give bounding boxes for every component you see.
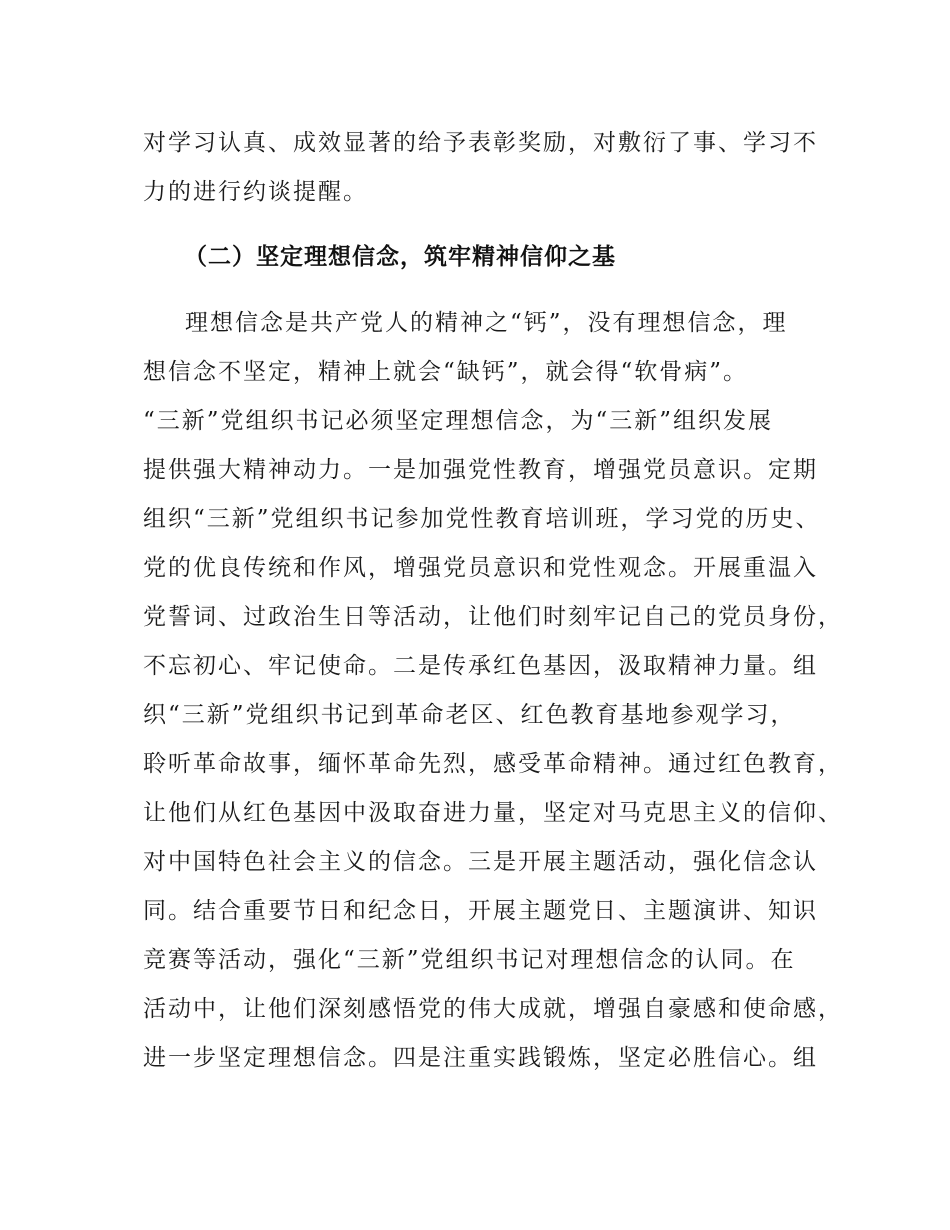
paragraph-line: 同。结合重要节日和纪念日，开展主题党日、主题演讲、知识 (143, 898, 818, 924)
paragraph-line: 进一步坚定理想信念。四是注重实践锻炼，坚定必胜信心。组 (143, 1045, 818, 1071)
paragraph-line: 提供强大精神动力。一是加强党性教育，增强党员意识。定期 (143, 457, 818, 483)
paragraph-line: 不忘初心、牢记使命。二是传承红色基因，汲取精神力量。组 (143, 653, 818, 679)
paragraph-line: 让他们从红色基因中汲取奋进力量，坚定对马克思主义的信仰、 (143, 800, 843, 826)
paragraph-line: 想信念不坚定，精神上就会“缺钙”，就会得“软骨病”。 (143, 359, 749, 385)
paragraph-line: 聆听革命故事，缅怀革命先烈，感受革命精神。通过红色教育， (143, 751, 843, 777)
paragraph-line: “三新”党组织书记必须坚定理想信念，为“三新”组织发展 (143, 408, 774, 434)
paragraph-line: 织“三新”党组织书记到革命老区、红色教育基地参观学习， (143, 702, 796, 728)
paragraph-line: 力的进行约谈提醒。 (143, 179, 368, 205)
paragraph-line: 活动中，让他们深刻感悟党的伟大成就，增强自豪感和使命感， (143, 996, 843, 1022)
paragraph-line: 竞赛等活动，强化“三新”党组织书记对理想信念的认同。在 (143, 947, 796, 973)
paragraph-line: 对学习认真、成效显著的给予表彰奖励，对敷衍了事、学习不 (143, 130, 818, 156)
paragraph-line: 组织“三新”党组织书记参加党性教育培训班，学习党的历史、 (143, 506, 821, 532)
paragraph-line: 对中国特色社会主义的信念。三是开展主题活动，强化信念认 (143, 849, 818, 875)
paragraph-line: 党誓词、过政治生日等活动，让他们时刻牢记自己的党员身份， (143, 604, 843, 630)
paragraph-line: 理想信念是共产党人的精神之“钙”，没有理想信念，理 (160, 310, 788, 336)
paragraph-line: 党的优良传统和作风，增强党员意识和党性观念。开展重温入 (143, 555, 818, 581)
section-heading: （二）坚定理想信念，筑牢精神信仰之基 (184, 244, 616, 270)
